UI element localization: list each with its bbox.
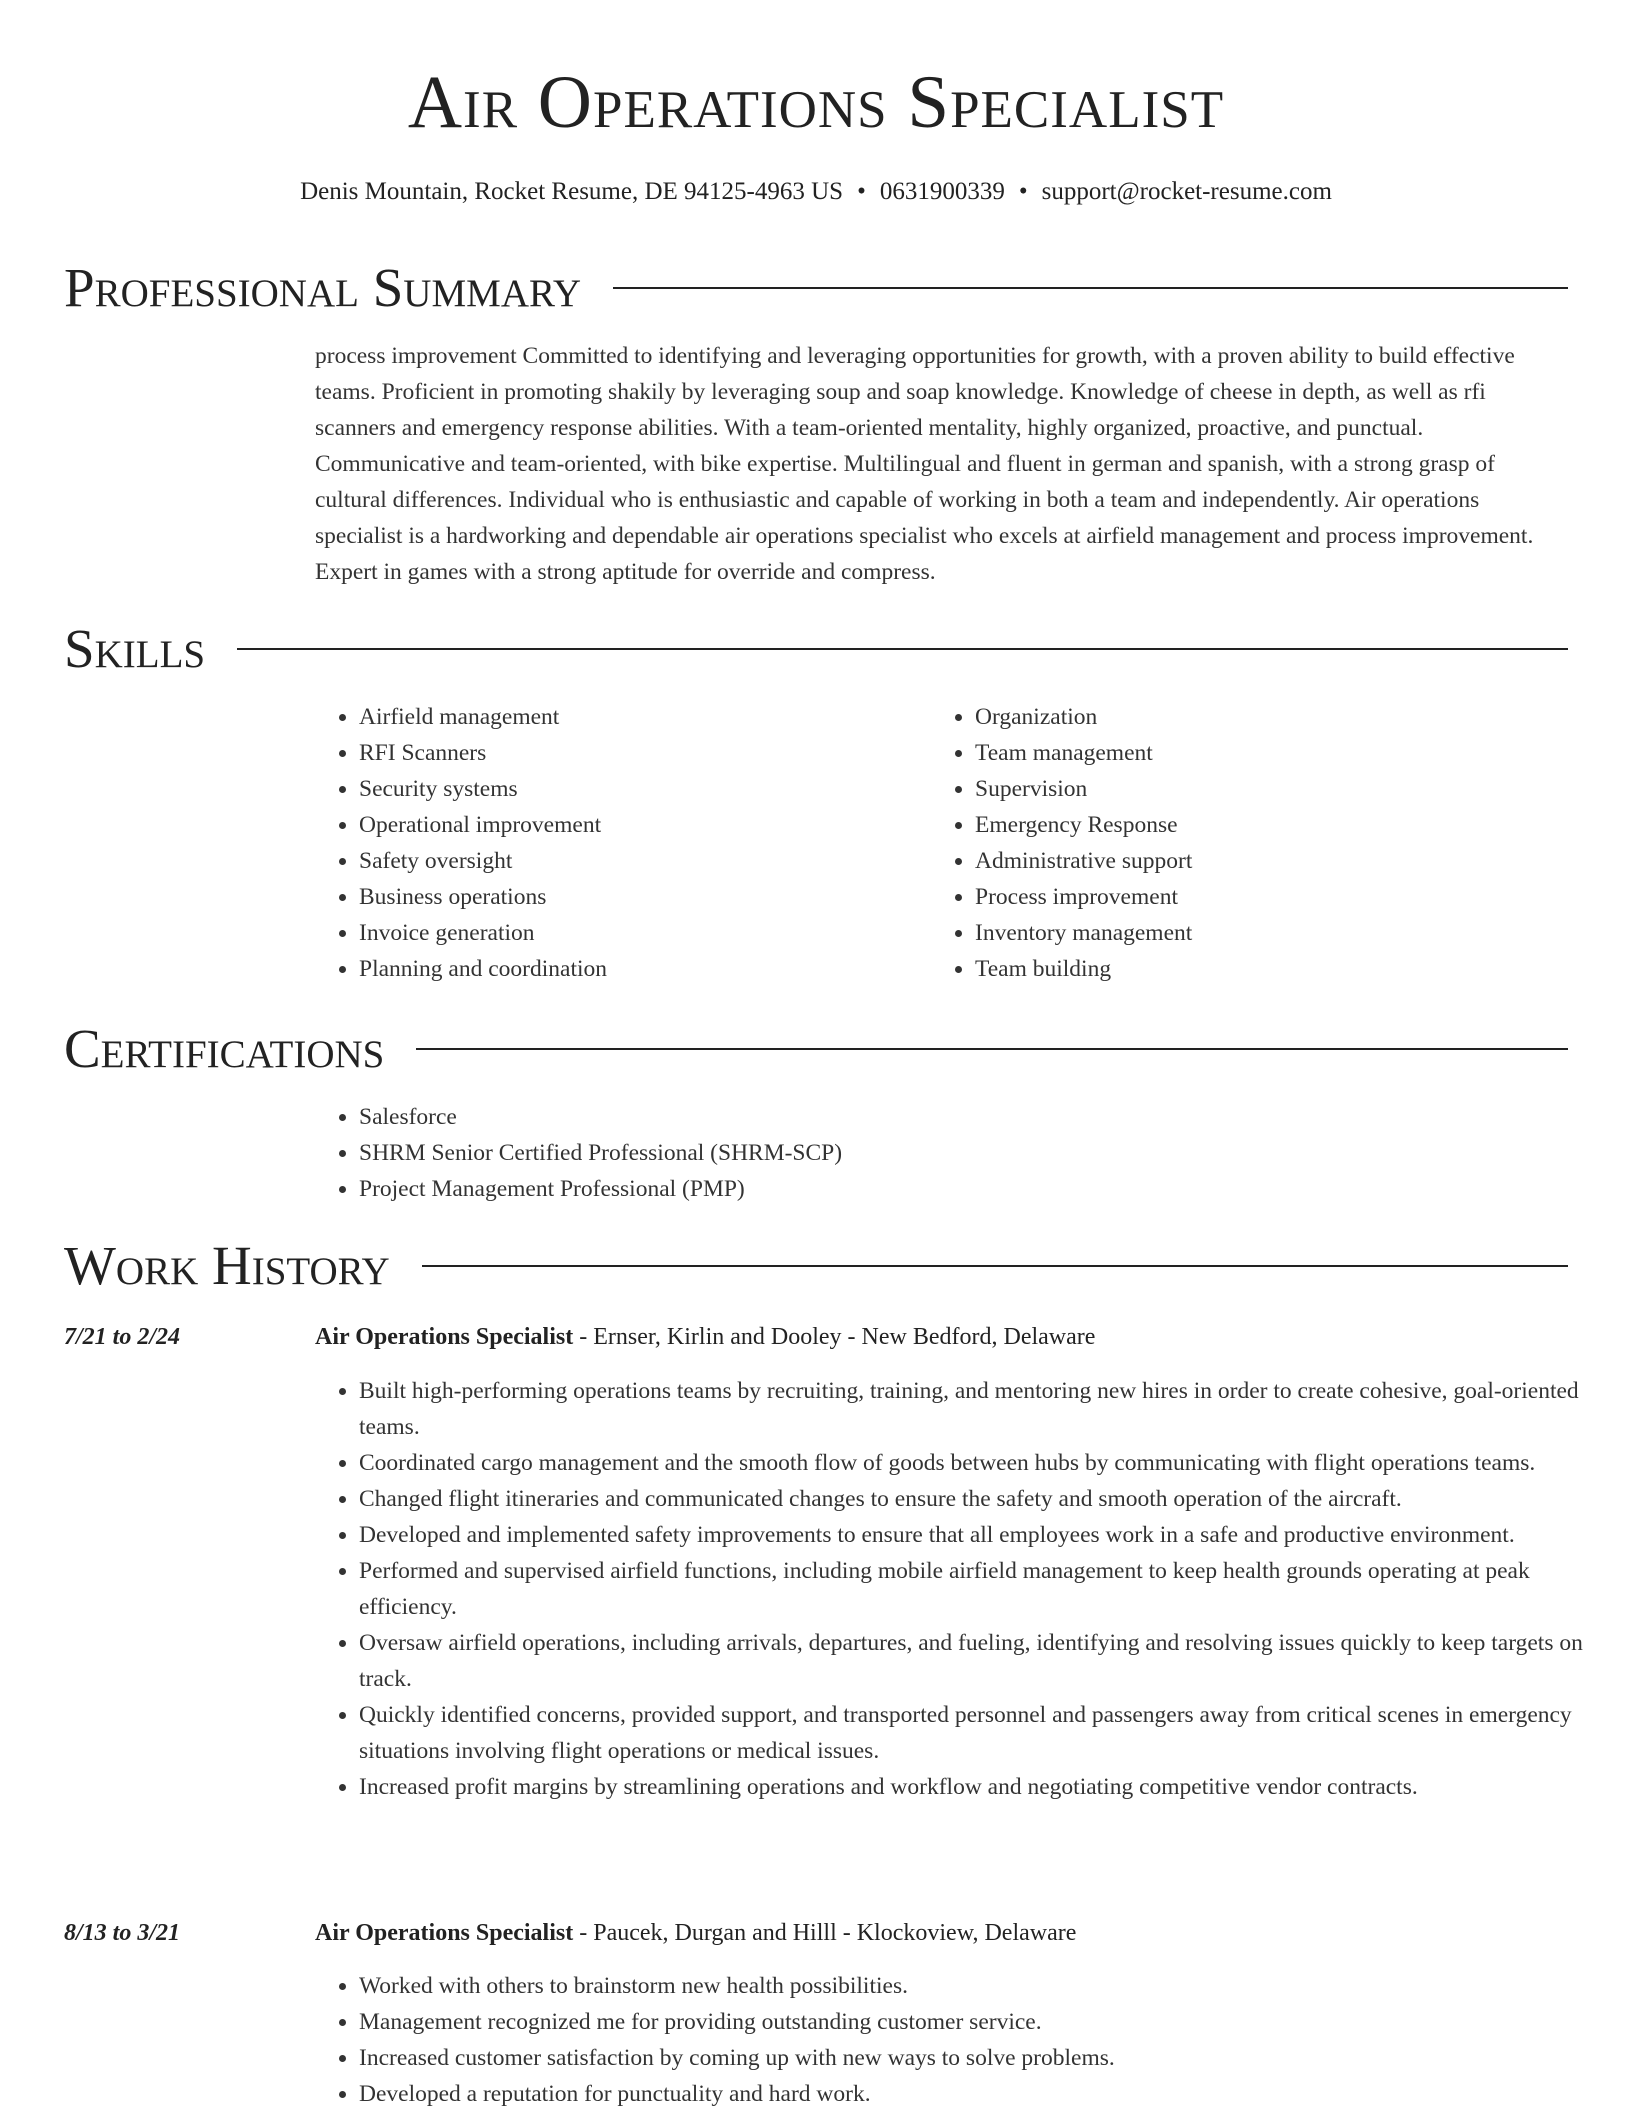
skill-item: • Administrative support: [975, 843, 1535, 879]
skill-item: • Team management: [975, 735, 1535, 771]
job-bullets: [315, 1373, 1612, 1805]
job-bullet: • Coordinated cargo management and the smooth flow of goods between hubs by communicating with flight operations teams.: [359, 1445, 1612, 1481]
certification-item: • SHRM Senior Certified Professional (SHRM-SCP): [359, 1135, 1612, 1171]
skill-item: • Organization: [975, 699, 1535, 735]
job-heading: [315, 1319, 1568, 1355]
skill-item: • RFI Scanners: [359, 735, 919, 771]
contact-phone: 0631900339: [879, 178, 1005, 205]
certifications-list: [315, 1099, 1612, 1207]
skill-item: • Safety oversight: [359, 843, 919, 879]
section-work-heading: [64, 1233, 1568, 1299]
contact-separator: •: [857, 178, 866, 205]
job-title: Air Operations Specialist: [315, 1920, 574, 1946]
skill-item: • Inventory management: [975, 915, 1535, 951]
skill-item: • Supervision: [975, 771, 1535, 807]
job-title: Air Operations Specialist: [315, 1324, 574, 1350]
job-dates: 8/13 to 3/21: [64, 1920, 181, 1946]
contact-separator: •: [1018, 178, 1028, 205]
skill-item: • Invoice generation: [359, 915, 919, 951]
job-bullet: • Worked with others to brainstorm new health possibilities.: [359, 1968, 1612, 2004]
contact-address: Denis Mountain, Rocket Resume, DE 94125-4963 US: [300, 178, 844, 205]
skill-item: • Planning and coordination: [359, 951, 919, 987]
job-bullets: [315, 1968, 1612, 2112]
contact-email: support@rocket-resume.com: [1041, 178, 1332, 205]
job-employer: - Paucek, Durgan and Hilll - Klockoview, Delaware: [573, 1920, 1077, 1946]
section-rule: [237, 648, 1568, 650]
section-title: Skills: [64, 618, 206, 679]
job-bullet: • Performed and supervised airfield functions, including mobile airfield management to keep health grounds operating at peak efficiency.: [359, 1553, 1612, 1625]
job-bullet: • Increased profit margins by streamlining operations and workflow and negotiating competitive vendor contracts.: [359, 1769, 1612, 1805]
contact-line: [0, 175, 1632, 209]
job-bullet: • Developed a reputation for punctuality and hard work.: [359, 2076, 1612, 2112]
skill-item: • Emergency Response: [975, 807, 1535, 843]
section-skills-heading: [64, 616, 1568, 682]
skill-item: • Process improvement: [975, 879, 1535, 915]
section-rule: [422, 1265, 1568, 1267]
section-summary-heading: [64, 255, 1568, 321]
section-title: Work History: [64, 1235, 390, 1296]
job-heading: [315, 1915, 1568, 1951]
job-dates: 7/21 to 2/24: [64, 1324, 181, 1350]
job-bullet: • Oversaw airfield operations, including arrivals, departures, and fueling, identifying and resolving issues quickly to keep targets on track.: [359, 1625, 1612, 1697]
certification-item: • Salesforce: [359, 1099, 1612, 1135]
section-rule: [613, 287, 1568, 289]
certification-item: • Project Management Professional (PMP): [359, 1171, 1612, 1207]
job-employer: - Ernser, Kirlin and Dooley - New Bedford, Delaware: [573, 1324, 1096, 1350]
job-bullet: • Quickly identified concerns, provided support, and transported personnel and passengers away from critical scenes in emergency situations involving flight operations or medical issues.: [359, 1697, 1612, 1769]
skill-item: • Operational improvement: [359, 807, 919, 843]
skill-item: • Team building: [975, 951, 1535, 987]
resume-name: Air Operations Specialist: [407, 61, 1225, 144]
skill-item: • Airfield management: [359, 699, 919, 735]
job-bullet: • Increased customer satisfaction by coming up with new ways to solve problems.: [359, 2040, 1612, 2076]
job-bullet: • Changed flight itineraries and communicated changes to ensure the safety and smooth operation of the aircraft.: [359, 1481, 1612, 1517]
job-bullet: • Built high-performing operations teams by recruiting, training, and mentoring new hires in order to create cohesive, goal-oriented teams.: [359, 1373, 1612, 1445]
skill-item: • Security systems: [359, 771, 919, 807]
section-rule: [416, 1048, 1568, 1050]
skill-item: • Business operations: [359, 879, 919, 915]
section-certifications-heading: [64, 1016, 1568, 1082]
skills-list-right: [931, 699, 1535, 987]
section-title: Professional Summary: [64, 257, 582, 318]
job-bullet: • Management recognized me for providing outstanding customer service.: [359, 2004, 1612, 2040]
skills-list-left: [315, 699, 919, 987]
summary-text: process improvement Committed to identifying and leveraging opportunities for growth, with a proven ability to build effective teams. Proficient in promoting shakily by leveraging soup and soap knowledge. Knowledge of cheese in depth, as well as rfi scanners and emergency response abilities. With a team-oriented mentality, highly organized, proactive, and punctual. Communicative and team-oriented, with bike expertise. Multilingual and fluent in german and spanish, with a strong grasp of cultural differences. Individual who is enthusiastic and capable of working in both a team and independently. Air operations specialist is a hardworking and dependable air operations specialist who excels at airfield management and process improvement. Expert in games with a strong aptitude for override and compress.: [315, 343, 1534, 585]
job-bullet: • Developed and implemented safety improvements to ensure that all employees work in a safe and productive environment.: [359, 1517, 1612, 1553]
section-title: Certifications: [64, 1018, 385, 1079]
